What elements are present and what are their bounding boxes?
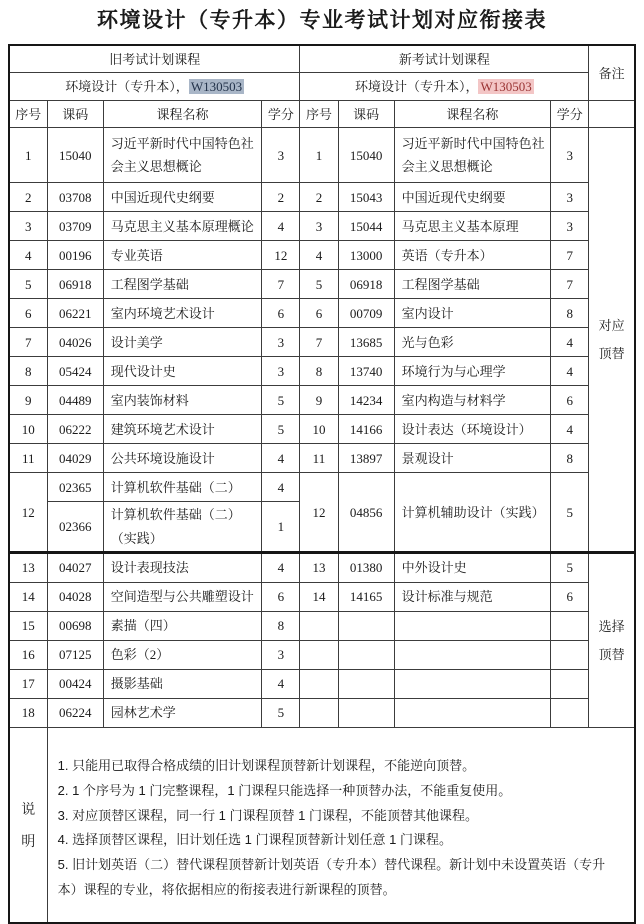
new-seq: 4 (300, 241, 338, 270)
remark-select: 选择顶替 (589, 553, 635, 728)
new-course-name (394, 641, 550, 670)
old-code: 02366 (47, 502, 103, 553)
new-code: 00709 (338, 299, 394, 328)
new-seq (300, 670, 338, 699)
table-row (9, 328, 635, 357)
new-seq: 8 (300, 357, 338, 386)
old-credit: 5 (262, 699, 300, 728)
notes-content (47, 728, 635, 924)
new-credit: 5 (551, 553, 589, 583)
old-code: 04489 (47, 386, 103, 415)
new-course-name: 习近平新时代中国特色社会主义思想概论 (394, 128, 550, 183)
new-course-name: 马克思主义基本原理 (394, 212, 550, 241)
old-code: 03709 (47, 212, 103, 241)
table-row (9, 670, 635, 699)
old-code: 03708 (47, 183, 103, 212)
old-code: 04026 (47, 328, 103, 357)
table-row (9, 183, 635, 212)
table-row (9, 444, 635, 473)
old-course-name: 室内环境艺术设计 (103, 299, 261, 328)
new-credit (551, 612, 589, 641)
new-credit: 3 (551, 212, 589, 241)
new-code: 04856 (338, 473, 394, 553)
old-seq: 15 (9, 612, 47, 641)
new-code: 13897 (338, 444, 394, 473)
new-code (338, 699, 394, 728)
old-credit: 4 (262, 553, 300, 583)
old-seq: 5 (9, 270, 47, 299)
old-credit: 3 (262, 128, 300, 183)
old-code: 05424 (47, 357, 103, 386)
new-course-name: 室内构造与材料学 (394, 386, 550, 415)
old-code: 04027 (47, 553, 103, 583)
old-seq: 2 (9, 183, 47, 212)
note-item: 4. 选择顶替区课程，旧计划任选 1 门课程顶替新计划任意 1 门课程。 (57, 832, 452, 848)
old-credit: 5 (262, 386, 300, 415)
remark-header: 备注 (589, 45, 635, 101)
old-seq: 10 (9, 415, 47, 444)
new-course-name: 设计标准与规范 (394, 583, 550, 612)
old-code: 07125 (47, 641, 103, 670)
table-row (9, 212, 635, 241)
new-major-label: 环境设计（专升本）， (354, 79, 479, 95)
linkage-table (8, 44, 636, 924)
old-major-cell (9, 73, 300, 101)
old-course-name: 马克思主义基本原理概论 (103, 212, 261, 241)
new-seq: 6 (300, 299, 338, 328)
old-seq: 7 (9, 328, 47, 357)
new-col-code: 课码 (338, 101, 394, 128)
new-col-credit: 学分 (551, 101, 589, 128)
old-seq: 17 (9, 670, 47, 699)
table-row (9, 128, 635, 183)
old-code: 06918 (47, 270, 103, 299)
old-course-name: 中国近现代史纲要 (103, 183, 261, 212)
old-course-name: 计算机软件基础（二） (103, 473, 261, 502)
new-seq: 11 (300, 444, 338, 473)
notes-label: 说明 (9, 728, 47, 924)
notes-row (9, 728, 635, 924)
old-seq: 12 (9, 473, 47, 553)
old-course-name: 素描（四） (103, 612, 261, 641)
new-seq: 5 (300, 270, 338, 299)
note-item: 5. 旧计划英语（二）替代课程顶替新计划英语（专升本）替代课程。新计划中未设置英语（专升本）课程的专业，将依据相应的衔接表进行新课程的顶替。 (57, 856, 606, 897)
old-credit: 3 (262, 328, 300, 357)
old-code: 15040 (47, 128, 103, 183)
old-course-name: 设计美学 (103, 328, 261, 357)
new-credit: 8 (551, 299, 589, 328)
page-title: 环境设计（专升本）专业考试计划对应衔接表 (97, 8, 547, 32)
old-course-name: 室内装饰材料 (103, 386, 261, 415)
new-seq: 7 (300, 328, 338, 357)
new-course-name: 环境行为与心理学 (394, 357, 550, 386)
new-seq: 12 (300, 473, 338, 553)
old-code: 06222 (47, 415, 103, 444)
new-course-name (394, 699, 550, 728)
old-seq: 14 (9, 583, 47, 612)
new-major-cell (300, 73, 589, 101)
new-seq (300, 641, 338, 670)
new-course-name: 英语（专升本） (394, 241, 550, 270)
old-code: 06224 (47, 699, 103, 728)
remark-empty-cell (589, 101, 635, 128)
old-seq: 4 (9, 241, 47, 270)
old-credit: 4 (262, 444, 300, 473)
new-credit (551, 641, 589, 670)
new-credit: 3 (551, 183, 589, 212)
new-credit: 4 (551, 328, 589, 357)
new-code (338, 612, 394, 641)
old-code: 02365 (47, 473, 103, 502)
new-credit: 5 (551, 473, 589, 553)
new-code: 13000 (338, 241, 394, 270)
new-code (338, 641, 394, 670)
new-code: 14234 (338, 386, 394, 415)
new-seq (300, 699, 338, 728)
new-credit (551, 670, 589, 699)
new-seq: 3 (300, 212, 338, 241)
old-major-label: 环境设计（专升本）， (65, 79, 189, 95)
new-credit: 6 (551, 583, 589, 612)
remark-correspond: 对应顶替 (589, 128, 635, 553)
old-course-name: 摄影基础 (103, 670, 261, 699)
new-course-name (394, 670, 550, 699)
table-row (9, 357, 635, 386)
old-course-name: 现代设计史 (103, 357, 261, 386)
old-major-code-highlight: W130503 (190, 79, 243, 95)
old-seq: 18 (9, 699, 47, 728)
old-col-seq: 序号 (9, 101, 47, 128)
old-credit: 3 (262, 357, 300, 386)
old-seq: 6 (9, 299, 47, 328)
old-credit: 12 (262, 241, 300, 270)
new-course-name: 计算机辅助设计（实践） (394, 473, 550, 553)
old-code: 04028 (47, 583, 103, 612)
new-col-name: 课程名称 (394, 101, 550, 128)
new-course-name: 设计表达（环境设计） (394, 415, 550, 444)
old-course-name: 公共环境设施设计 (103, 444, 261, 473)
new-col-seq: 序号 (300, 101, 338, 128)
table-row (9, 241, 635, 270)
old-course-name: 色彩（2） (103, 641, 261, 670)
old-code: 00698 (47, 612, 103, 641)
old-code: 00196 (47, 241, 103, 270)
new-seq: 10 (300, 415, 338, 444)
new-code: 13740 (338, 357, 394, 386)
new-seq: 1 (300, 128, 338, 183)
new-seq: 2 (300, 183, 338, 212)
note-item: 3. 对应顶替区课程，同一行 1 门课程顶替 1 门课程，不能顶替其他课程。 (57, 807, 478, 823)
table-row (9, 473, 635, 502)
new-code: 14166 (338, 415, 394, 444)
old-seq: 8 (9, 357, 47, 386)
new-code: 15044 (338, 212, 394, 241)
old-code: 04029 (47, 444, 103, 473)
old-course-name: 园林艺术学 (103, 699, 261, 728)
old-credit: 7 (262, 270, 300, 299)
old-credit: 2 (262, 183, 300, 212)
old-seq: 16 (9, 641, 47, 670)
new-code: 14165 (338, 583, 394, 612)
old-credit: 4 (262, 473, 300, 502)
table-row (9, 270, 635, 299)
old-course-name: 建筑环境艺术设计 (103, 415, 261, 444)
new-plan-header: 新考试计划课程 (300, 45, 589, 73)
new-credit: 7 (551, 270, 589, 299)
old-course-name: 专业英语 (103, 241, 261, 270)
new-seq: 13 (300, 553, 338, 583)
new-credit: 6 (551, 386, 589, 415)
old-credit: 4 (262, 670, 300, 699)
new-course-name: 中外设计史 (394, 553, 550, 583)
table-row (9, 299, 635, 328)
table-row (9, 553, 635, 583)
old-col-name: 课程名称 (103, 101, 261, 128)
new-credit (551, 699, 589, 728)
new-credit: 7 (551, 241, 589, 270)
old-course-name: 计算机软件基础（二）（实践） (103, 502, 261, 553)
old-credit: 5 (262, 415, 300, 444)
old-credit: 1 (262, 502, 300, 553)
new-credit: 4 (551, 357, 589, 386)
new-course-name: 景观设计 (394, 444, 550, 473)
new-code: 15040 (338, 128, 394, 183)
old-seq: 13 (9, 553, 47, 583)
old-seq: 9 (9, 386, 47, 415)
old-col-code: 课码 (47, 101, 103, 128)
new-course-name: 中国近现代史纲要 (394, 183, 550, 212)
new-code: 13685 (338, 328, 394, 357)
new-seq: 14 (300, 583, 338, 612)
new-code: 01380 (338, 553, 394, 583)
new-credit: 4 (551, 415, 589, 444)
table-row (9, 415, 635, 444)
table-row (9, 699, 635, 728)
table-row (9, 386, 635, 415)
old-seq: 3 (9, 212, 47, 241)
new-course-name: 光与色彩 (394, 328, 550, 357)
old-seq: 11 (9, 444, 47, 473)
old-credit: 8 (262, 612, 300, 641)
new-credit: 8 (551, 444, 589, 473)
new-code: 15043 (338, 183, 394, 212)
old-plan-header: 旧考试计划课程 (9, 45, 300, 73)
old-col-credit: 学分 (262, 101, 300, 128)
note-item: 1. 只能用已取得合格成绩的旧计划课程顶替新计划课程，不能逆向顶替。 (57, 758, 476, 774)
table-row (9, 641, 635, 670)
old-credit: 6 (262, 583, 300, 612)
old-course-name: 习近平新时代中国特色社会主义思想概论 (103, 128, 261, 183)
old-code: 06221 (47, 299, 103, 328)
new-course-name: 室内设计 (394, 299, 550, 328)
table-row (9, 583, 635, 612)
note-item: 2. 1 个序号为 1 门完整课程，1 门课程只能选择一种顶替办法，不能重复使用。 (57, 782, 512, 798)
new-course-name: 工程图学基础 (394, 270, 550, 299)
table-row (9, 612, 635, 641)
new-seq (300, 612, 338, 641)
old-course-name: 工程图学基础 (103, 270, 261, 299)
new-course-name (394, 612, 550, 641)
old-course-name: 空间造型与公共雕塑设计 (103, 583, 261, 612)
old-course-name: 设计表现技法 (103, 553, 261, 583)
new-seq: 9 (300, 386, 338, 415)
old-credit: 6 (262, 299, 300, 328)
new-credit: 3 (551, 128, 589, 183)
old-credit: 4 (262, 212, 300, 241)
old-credit: 3 (262, 641, 300, 670)
old-seq: 1 (9, 128, 47, 183)
new-code: 06918 (338, 270, 394, 299)
old-code: 00424 (47, 670, 103, 699)
new-major-code-highlight: W130503 (480, 79, 532, 95)
new-code (338, 670, 394, 699)
